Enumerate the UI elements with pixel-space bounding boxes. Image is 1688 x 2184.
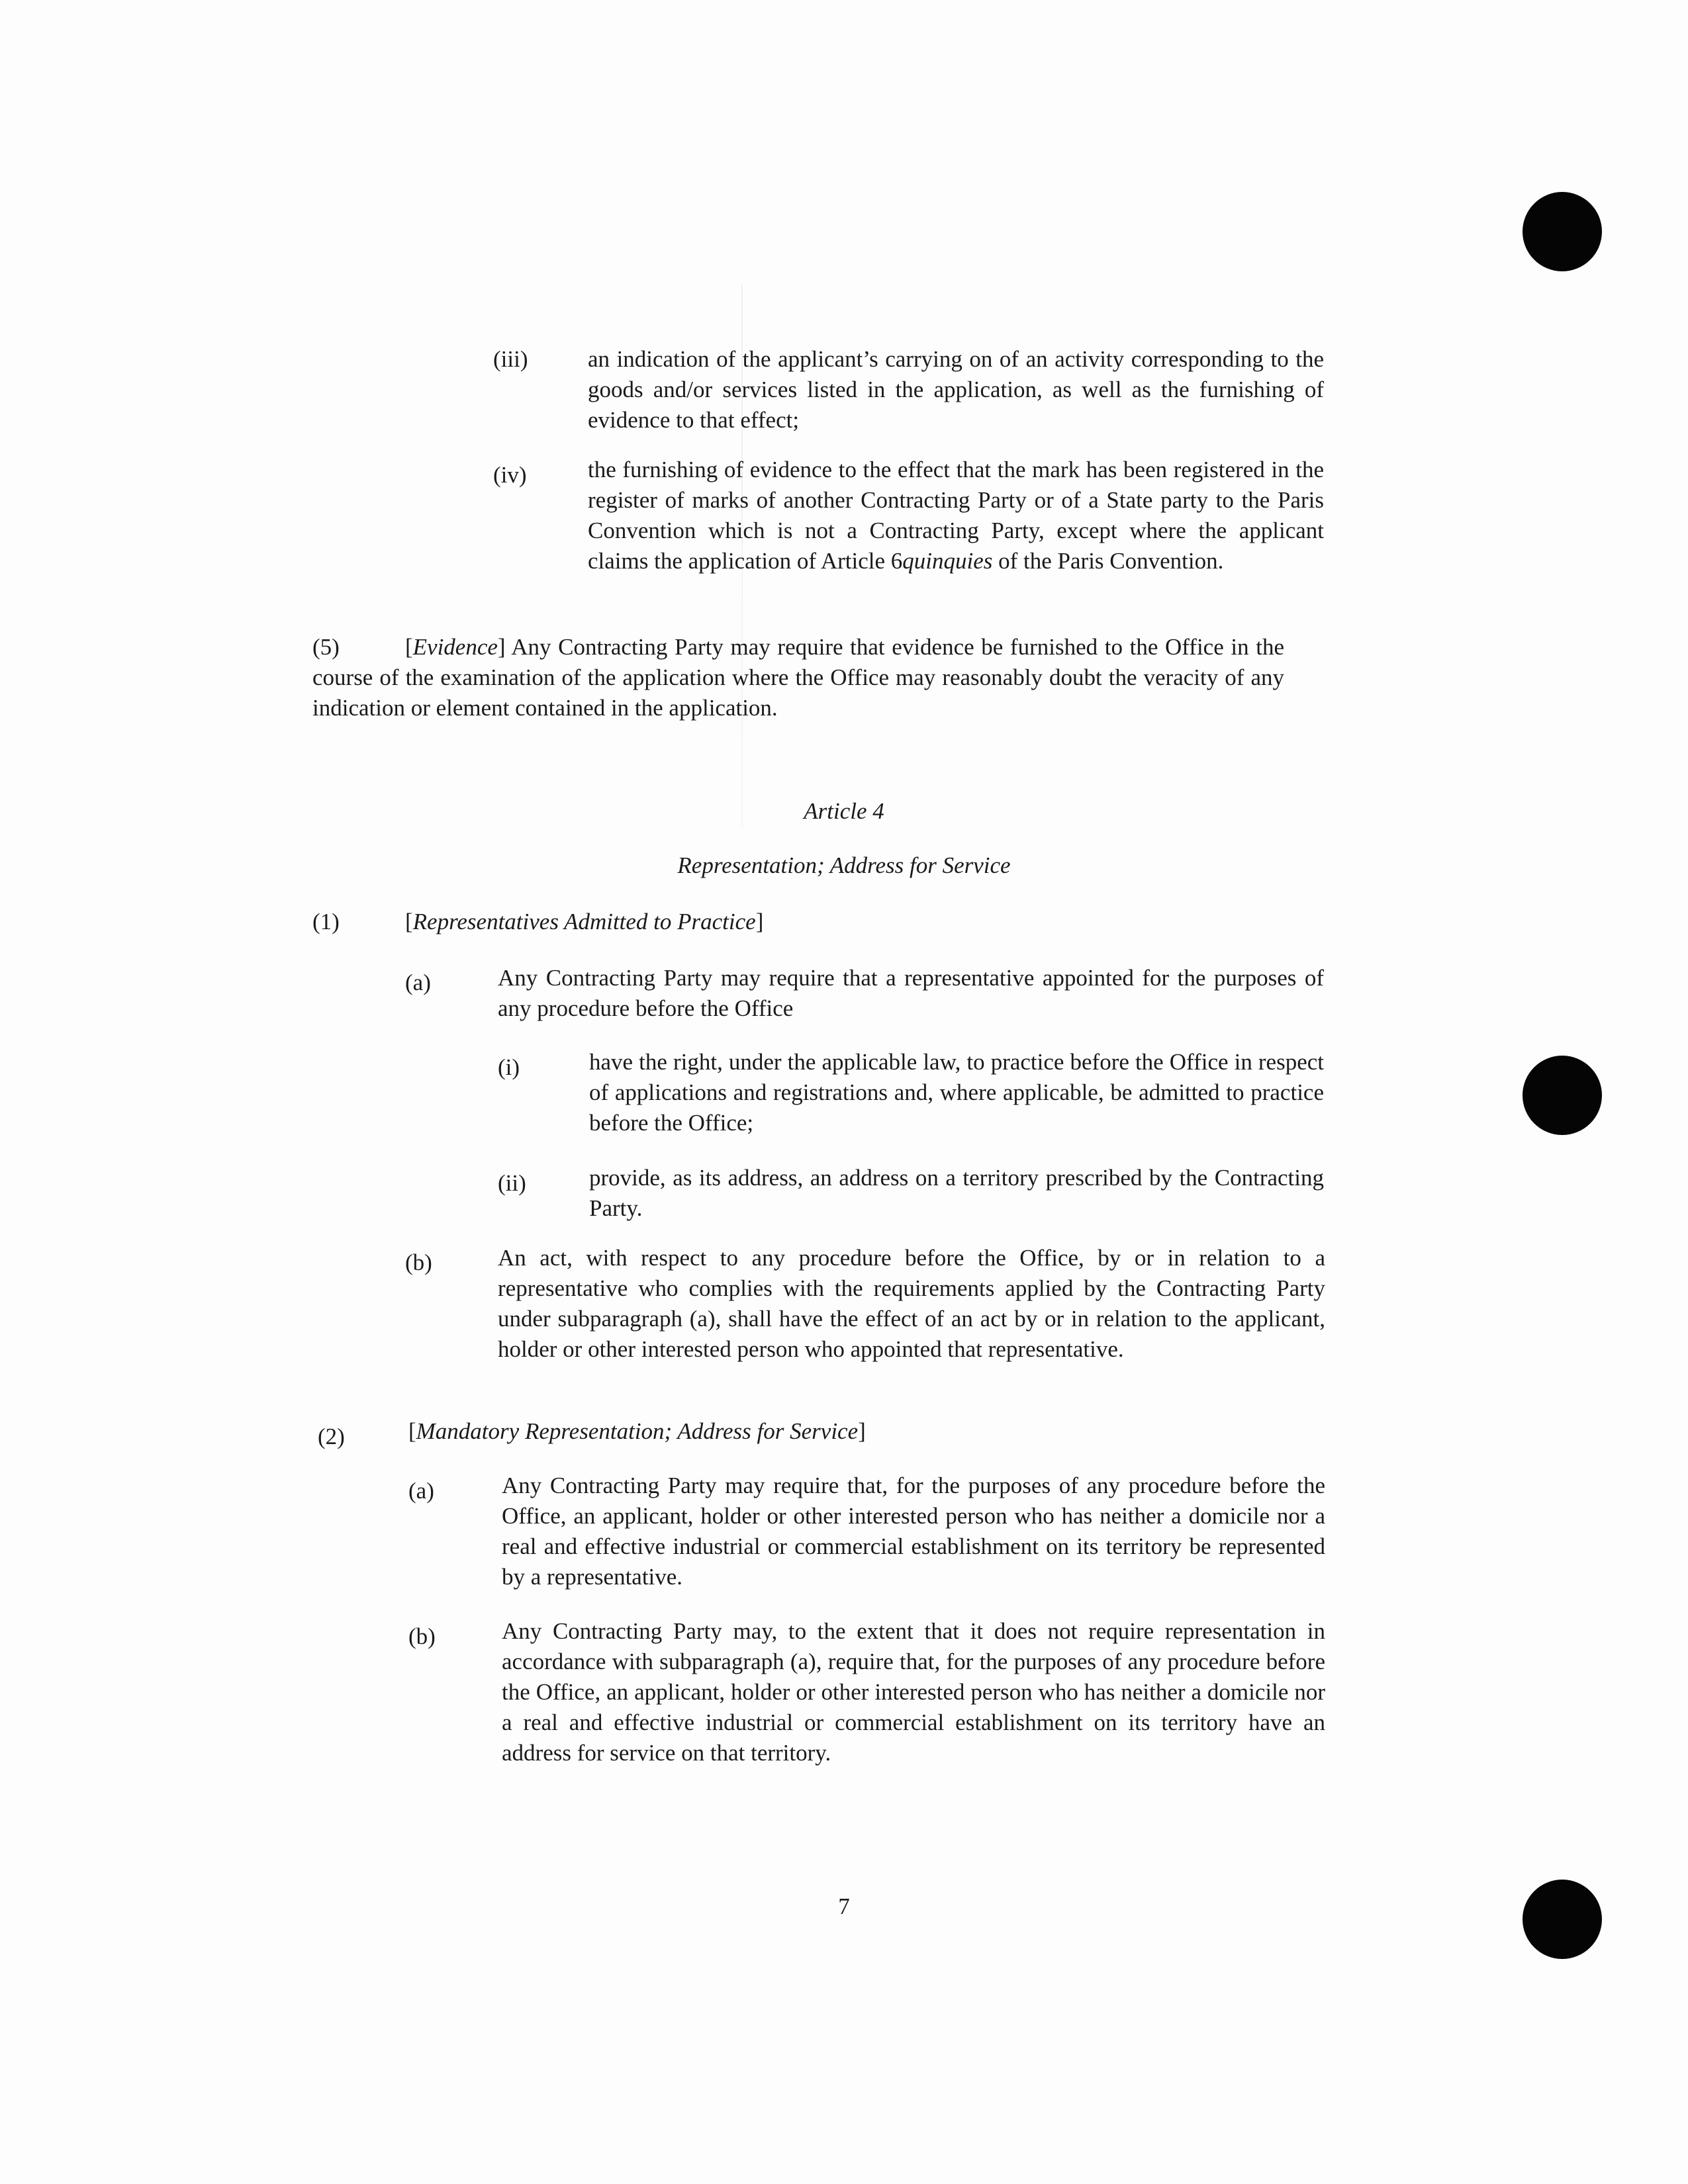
para2-open-bracket: [ xyxy=(408,1418,416,1444)
para1-b-number: (b) xyxy=(405,1250,432,1275)
para2-heading: Mandatory Representation; Address for Service xyxy=(416,1418,859,1444)
para1-a-i-text: have the right, under the applicable law, to practice before the Office in respect of applications and registrations and, where applicable, be admitted to practice before the Office; xyxy=(589,1049,1324,1136)
item-iii-number: (iii) xyxy=(493,346,528,372)
para5-open-bracket: [ xyxy=(405,634,413,660)
para1-close-bracket: ] xyxy=(755,909,764,934)
para2-number: (2) xyxy=(318,1424,345,1449)
para1-a-i-number: (i) xyxy=(498,1054,520,1080)
para5-body: Any Contracting Party may require that evidence be furnished to the Office in the course of the examination of the application where the Office may reasonably doubt the veracity of any indication or element contained in the application. xyxy=(312,634,1284,721)
para1-b-text: An act, with respect to any procedure before the Office, by or in relation to a representative who complies with the requirements applied by the Contracting Party under subparagraph (a), shall have the effect of an act by or in relation to the applicant, holder or other interested person who appointed that representative. xyxy=(498,1245,1325,1362)
para1-number: (1) xyxy=(312,909,340,934)
para1-a-ii-text: provide, as its address, an address on a territory prescribed by the Contracting Party. xyxy=(589,1165,1324,1221)
para2-close-bracket: ] xyxy=(858,1418,866,1444)
para1-open-bracket: [ xyxy=(405,909,413,934)
para1-a-number: (a) xyxy=(405,970,431,995)
para2-a-number: (a) xyxy=(408,1478,434,1504)
item-iv-text-italic: quinquies xyxy=(902,548,993,574)
para1-a-text: Any Contracting Party may require that a representative appointed for the purposes of any procedure before the Office xyxy=(498,965,1324,1021)
para5-number: (5) xyxy=(312,634,340,660)
para1-heading-line xyxy=(405,907,763,937)
para1-heading: Representatives Admitted to Practice xyxy=(412,909,756,934)
article-title: Representation; Address for Service xyxy=(677,852,1011,878)
para5-heading: Evidence xyxy=(412,634,498,660)
para5-close-bracket: ] xyxy=(497,634,506,660)
para5-text xyxy=(312,632,1284,723)
item-iv-text-main: the furnishing of evidence to the effect that the mark has been registered in the register of marks of another Contracting Party or of a State party to the Paris Convention which is not a Contracting Party, except where the applicant claims the application of Article 6 xyxy=(588,457,1324,574)
article-number: Article 4 xyxy=(804,798,884,824)
para1-a-ii-number: (ii) xyxy=(498,1170,526,1196)
para2-b-number: (b) xyxy=(408,1623,436,1649)
para2-heading-line xyxy=(408,1416,866,1447)
para2-a-text: Any Contracting Party may require that, for the purposes of any procedure before the Office, an applicant, holder or other interested person who has neither a domicile nor a real and effective industrial or commercial establishment on its territory be represented by a representative. xyxy=(502,1473,1325,1590)
page-number: 7 xyxy=(838,1893,850,1919)
item-iv-text-end: of the Paris Convention. xyxy=(992,548,1224,574)
punch-hole-top xyxy=(1523,192,1602,271)
item-iii-text: an indication of the applicant’s carrying on of an activity corresponding to the goods and/or services listed in the application, as well as the furnishing of evidence to that effect; xyxy=(588,346,1324,433)
punch-hole-middle xyxy=(1523,1056,1602,1135)
para2-b-text: Any Contracting Party may, to the extent that it does not require representation in accordance with subparagraph (a), require that, for the purposes of any procedure before the Office, an applicant, holder or other interested person who has neither a domicile nor a real and effective industrial or commercial establishment on its territory have an address for service on that territory. xyxy=(502,1618,1325,1766)
item-iv-number: (iv) xyxy=(493,462,527,488)
item-iv-text xyxy=(588,455,1324,576)
